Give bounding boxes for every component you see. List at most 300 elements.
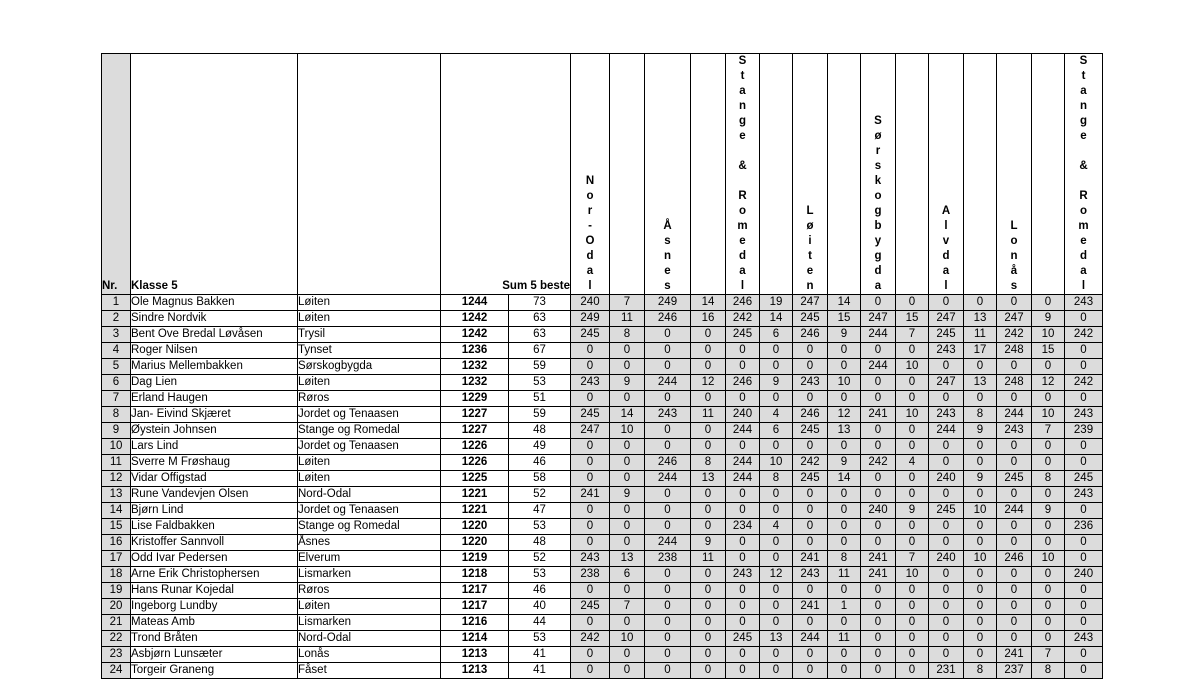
competition-score: 10 [610,631,645,647]
table-row [102,439,1103,455]
sum-best-five: 1214 [441,631,509,647]
competition-header-spacer [964,54,997,295]
competition-score: 0 [1032,631,1065,647]
club-name: Løiten [298,295,441,311]
competition-score: 0 [571,391,610,407]
competition-score: 0 [610,343,645,359]
competition-score: 248 [997,343,1032,359]
competition-name: A l v d a l [941,205,951,292]
competition-score: 0 [645,631,691,647]
competition-score: 0 [571,583,610,599]
inner-tens-count: 51 [509,391,571,407]
competition-score: 0 [861,375,896,391]
competition-score: 0 [691,391,726,407]
competition-score: 245 [793,471,828,487]
competition-score: 0 [929,487,964,503]
competition-score: 6 [760,327,793,343]
competition-score: 9 [691,535,726,551]
competition-score: 0 [726,615,760,631]
competition-score: 0 [610,583,645,599]
competition-score: 12 [1032,375,1065,391]
inner-tens-count: 58 [509,471,571,487]
competition-score: 241 [861,567,896,583]
rank-cell: 16 [102,535,131,551]
competition-score: 0 [793,583,828,599]
competition-score: 13 [828,423,861,439]
competition-score: 0 [1032,455,1065,471]
competition-score: 0 [760,647,793,663]
competition-header [645,54,691,295]
results-body [102,295,1103,679]
competition-score: 245 [571,599,610,615]
club-name: Løiten [298,599,441,615]
competition-score: 245 [726,631,760,647]
competition-score: 246 [793,407,828,423]
sum-best-five: 1227 [441,407,509,423]
competition-score: 243 [1065,631,1103,647]
club-name: Åsnes [298,535,441,551]
nr-header: Nr. [102,54,131,295]
competition-score: 0 [1032,567,1065,583]
competition-score: 0 [760,663,793,679]
rank-cell: 23 [102,647,131,663]
competition-score: 0 [691,503,726,519]
competition-score: 0 [861,631,896,647]
competition-score: 0 [929,439,964,455]
sum-best-five: 1226 [441,439,509,455]
competition-score: 0 [726,439,760,455]
shooter-name: Lise Faldbakken [131,519,298,535]
competition-score: 10 [1032,327,1065,343]
competition-score: 243 [929,407,964,423]
competition-score: 243 [571,375,610,391]
sum-best-five: 1220 [441,519,509,535]
competition-score: 0 [997,631,1032,647]
competition-score: 0 [691,327,726,343]
competition-score: 0 [1065,663,1103,679]
competition-score: 248 [997,375,1032,391]
competition-score: 0 [997,295,1032,311]
competition-score: 12 [828,407,861,423]
competition-score: 9 [896,503,929,519]
competition-score: 244 [726,423,760,439]
competition-score: 0 [997,519,1032,535]
competition-score: 10 [964,551,997,567]
competition-score: 0 [1065,583,1103,599]
competition-score: 0 [964,487,997,503]
rank-cell: 9 [102,423,131,439]
competition-score: 0 [964,631,997,647]
rank-cell: 14 [102,503,131,519]
competition-score: 9 [964,471,997,487]
competition-score: 0 [760,439,793,455]
competition-score: 7 [896,551,929,567]
competition-score: 0 [571,535,610,551]
competition-score: 0 [691,567,726,583]
competition-score: 240 [726,407,760,423]
rank-cell: 15 [102,519,131,535]
competition-score: 241 [793,599,828,615]
competition-score: 242 [861,455,896,471]
competition-score: 0 [691,663,726,679]
competition-score: 0 [896,535,929,551]
club-name: Røros [298,391,441,407]
competition-score: 0 [1032,359,1065,375]
competition-score: 0 [861,663,896,679]
competition-score: 0 [964,583,997,599]
competition-score: 0 [571,519,610,535]
competition-score: 0 [691,583,726,599]
rank-cell: 20 [102,599,131,615]
competition-score: 11 [610,311,645,327]
competition-score: 236 [1065,519,1103,535]
competition-score: 0 [828,519,861,535]
competition-score: 0 [645,519,691,535]
club-name: Fåset [298,663,441,679]
competition-score: 0 [929,647,964,663]
inner-tens-count: 48 [509,423,571,439]
competition-score: 11 [828,631,861,647]
rank-cell: 19 [102,583,131,599]
club-name: Elverum [298,551,441,567]
competition-score: 8 [760,471,793,487]
competition-score: 238 [645,551,691,567]
competition-score: 8 [691,455,726,471]
shooter-name: Sverre M Frøshaug [131,455,298,471]
competition-score: 0 [997,359,1032,375]
competition-score: 244 [793,631,828,647]
class-header: Klasse 5 [131,54,298,295]
competition-score: 0 [1032,599,1065,615]
competition-score: 9 [828,327,861,343]
competition-score: 245 [793,423,828,439]
competition-score: 0 [929,295,964,311]
competition-score: 9 [610,375,645,391]
competition-score: 241 [793,551,828,567]
competition-score: 10 [610,423,645,439]
competition-score: 249 [645,295,691,311]
sum-best-five: 1217 [441,599,509,615]
competition-score: 0 [828,583,861,599]
competition-score: 9 [1032,311,1065,327]
competition-score: 13 [964,311,997,327]
competition-score: 234 [726,519,760,535]
competition-score: 0 [828,391,861,407]
competition-score: 0 [571,343,610,359]
club-name: Nord-Odal [298,487,441,503]
competition-score: 13 [964,375,997,391]
competition-score: 0 [896,391,929,407]
sum-best-five: 1242 [441,327,509,343]
competition-score: 0 [896,471,929,487]
table-row [102,327,1103,343]
competition-score: 0 [610,439,645,455]
competition-score: 0 [1032,391,1065,407]
competition-score: 0 [896,343,929,359]
competition-score: 241 [861,407,896,423]
inner-tens-count: 52 [509,551,571,567]
competition-score: 238 [571,567,610,583]
competition-name: S ø r s k o g b y g d a [874,115,882,292]
competition-header [861,54,896,295]
competition-score: 0 [1065,439,1103,455]
competition-score: 247 [929,375,964,391]
competition-score: 0 [861,439,896,455]
competition-score: 0 [610,647,645,663]
competition-score: 10 [828,375,861,391]
competition-score: 0 [645,503,691,519]
competition-score: 0 [726,583,760,599]
competition-score: 0 [726,391,760,407]
competition-score: 0 [896,423,929,439]
rank-cell: 18 [102,567,131,583]
competition-score: 0 [1065,615,1103,631]
shooter-name: Trond Bråten [131,631,298,647]
inner-tens-count: 49 [509,439,571,455]
competition-score: 0 [861,583,896,599]
competition-score: 237 [997,663,1032,679]
competition-score: 0 [828,535,861,551]
club-name: Stange og Romedal [298,519,441,535]
competition-score: 244 [645,375,691,391]
competition-score: 241 [861,551,896,567]
competition-score: 244 [726,471,760,487]
competition-score: 246 [793,327,828,343]
sum-best-five: 1232 [441,359,509,375]
competition-score: 0 [828,663,861,679]
club-name: Løiten [298,455,441,471]
competition-score: 0 [828,647,861,663]
competition-score: 244 [997,407,1032,423]
competition-score: 0 [1065,535,1103,551]
inner-tens-count: 59 [509,407,571,423]
competition-score: 0 [997,455,1032,471]
inner-tens-count: 41 [509,647,571,663]
competition-score: 0 [645,583,691,599]
competition-score: 243 [571,551,610,567]
competition-score: 0 [828,503,861,519]
inner-tens-count: 63 [509,311,571,327]
competition-score: 0 [929,583,964,599]
competition-score: 0 [997,567,1032,583]
inner-tens-count: 46 [509,455,571,471]
competition-score: 242 [726,311,760,327]
competition-score: 0 [964,599,997,615]
competition-score: 10 [1032,407,1065,423]
club-name: Nord-Odal [298,631,441,647]
inner-tens-count: 53 [509,567,571,583]
rank-cell: 12 [102,471,131,487]
competition-score: 244 [645,535,691,551]
competition-score: 0 [896,663,929,679]
competition-score: 0 [997,583,1032,599]
table-row [102,631,1103,647]
competition-header [997,54,1032,295]
club-name: Stange og Romedal [298,423,441,439]
table-row [102,551,1103,567]
competition-score: 0 [861,487,896,503]
rank-cell: 13 [102,487,131,503]
competition-score: 19 [760,295,793,311]
competition-score: 14 [760,311,793,327]
shooter-name: Vidar Offigstad [131,471,298,487]
competition-score: 8 [828,551,861,567]
inner-tens-count: 63 [509,327,571,343]
competition-score: 0 [828,615,861,631]
competition-score: 0 [964,455,997,471]
competition-score: 0 [1032,535,1065,551]
competition-score: 0 [1032,295,1065,311]
competition-score: 0 [645,567,691,583]
competition-score: 0 [760,583,793,599]
inner-tens-count: 73 [509,295,571,311]
competition-score: 10 [760,455,793,471]
competition-score: 0 [964,391,997,407]
competition-score: 246 [997,551,1032,567]
sum-best-five: 1219 [441,551,509,567]
rank-cell: 22 [102,631,131,647]
club-name: Jordet og Tenaasen [298,503,441,519]
competition-score: 242 [997,327,1032,343]
competition-score: 0 [964,439,997,455]
competition-score: 0 [760,487,793,503]
competition-score: 8 [1032,471,1065,487]
competition-score: 0 [997,487,1032,503]
inner-tens-count: 48 [509,535,571,551]
competition-score: 0 [896,487,929,503]
competition-score: 245 [1065,471,1103,487]
table-row [102,519,1103,535]
inner-tens-count: 53 [509,375,571,391]
competition-score: 0 [1032,583,1065,599]
competition-score: 0 [861,343,896,359]
competition-score: 0 [793,519,828,535]
competition-score: 14 [610,407,645,423]
competition-score: 242 [1065,327,1103,343]
competition-score: 241 [571,487,610,503]
competition-score: 6 [610,567,645,583]
competition-score: 0 [929,631,964,647]
competition-score: 12 [760,567,793,583]
competition-score: 10 [896,407,929,423]
table-row [102,455,1103,471]
competition-score: 0 [571,615,610,631]
shooter-name: Bent Ove Bredal Løvåsen [131,327,298,343]
competition-score: 0 [828,487,861,503]
club-name: Lonås [298,647,441,663]
competition-score: 15 [1032,343,1065,359]
competition-score: 244 [929,423,964,439]
competition-score: 242 [793,455,828,471]
table-row [102,567,1103,583]
competition-score: 11 [964,327,997,343]
competition-header [571,54,610,295]
competition-score: 0 [1065,359,1103,375]
competition-score: 0 [929,535,964,551]
competition-score: 0 [645,615,691,631]
competition-score: 0 [861,519,896,535]
rank-cell: 3 [102,327,131,343]
competition-score: 246 [645,455,691,471]
inner-tens-count: 44 [509,615,571,631]
competition-score: 0 [645,439,691,455]
competition-score: 0 [861,471,896,487]
shooter-name: Odd Ivar Pedersen [131,551,298,567]
competition-score: 0 [1065,455,1103,471]
rank-cell: 21 [102,615,131,631]
competition-score: 0 [997,535,1032,551]
sum-best-five: 1218 [441,567,509,583]
competition-header [929,54,964,295]
competition-score: 0 [896,375,929,391]
competition-score: 0 [861,391,896,407]
competition-score: 0 [1065,599,1103,615]
competition-score: 243 [929,343,964,359]
competition-score: 9 [1032,503,1065,519]
competition-score: 247 [929,311,964,327]
competition-score: 240 [861,503,896,519]
competition-score: 13 [760,631,793,647]
competition-score: 0 [929,519,964,535]
competition-score: 240 [1065,567,1103,583]
inner-tens-count: 46 [509,583,571,599]
competition-score: 244 [645,471,691,487]
sum-best-five: 1213 [441,663,509,679]
competition-score: 7 [1032,423,1065,439]
competition-score: 0 [896,519,929,535]
rank-cell: 7 [102,391,131,407]
competition-score: 1 [828,599,861,615]
competition-score: 246 [726,375,760,391]
competition-score: 0 [726,599,760,615]
sum-best-five: 1216 [441,615,509,631]
competition-score: 0 [997,599,1032,615]
competition-score: 246 [726,295,760,311]
competition-score: 0 [1065,647,1103,663]
competition-score: 0 [726,359,760,375]
competition-score: 0 [645,343,691,359]
rank-cell: 4 [102,343,131,359]
competition-score: 0 [760,535,793,551]
competition-score: 0 [861,599,896,615]
table-row [102,503,1103,519]
competition-score: 10 [1032,551,1065,567]
competition-score: 0 [726,647,760,663]
competition-score: 244 [861,327,896,343]
shooter-name: Mateas Amb [131,615,298,631]
competition-score: 16 [691,311,726,327]
competition-score: 7 [610,295,645,311]
competition-score: 0 [691,615,726,631]
competition-score: 231 [929,663,964,679]
competition-score: 10 [896,567,929,583]
sum-best-five: 1220 [441,535,509,551]
competition-score: 0 [1032,615,1065,631]
shooter-name: Bjørn Lind [131,503,298,519]
club-name: Lismarken [298,615,441,631]
competition-score: 9 [610,487,645,503]
competition-score: 0 [964,647,997,663]
shooter-name: Ole Magnus Bakken [131,295,298,311]
competition-score: 0 [610,503,645,519]
club-name: Løiten [298,471,441,487]
club-name: Røros [298,583,441,599]
sum-best-five: 1225 [441,471,509,487]
competition-score: 0 [571,503,610,519]
shooter-name: Marius Mellembakken [131,359,298,375]
table-row [102,647,1103,663]
competition-score: 4 [896,455,929,471]
